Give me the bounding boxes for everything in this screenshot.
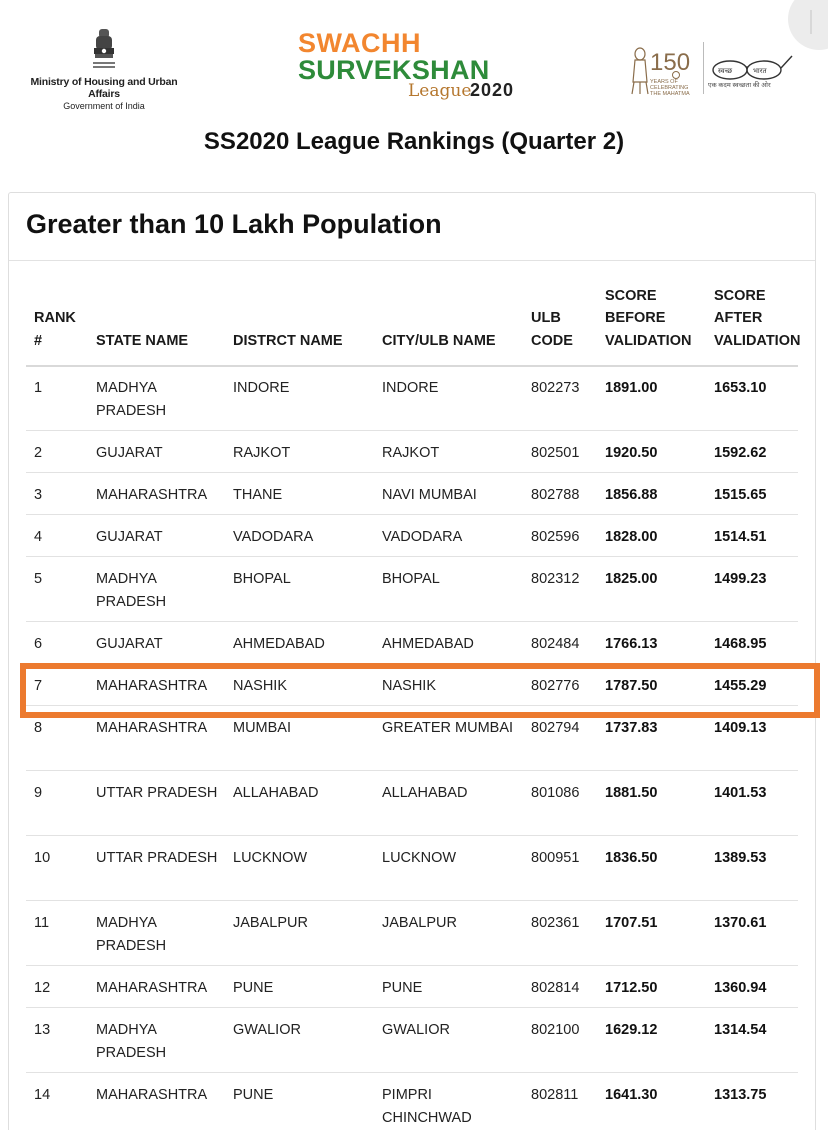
svg-text:150: 150 [650, 49, 691, 76]
cell-state: MADHYA PRADESH [96, 915, 167, 954]
table-row [26, 1073, 798, 1130]
svg-text:THE MAHATMA: THE MAHATMA [650, 91, 690, 97]
cell-city: RAJKOT [382, 445, 440, 461]
cell-rank: 5 [34, 571, 43, 587]
cell-before: 1891.00 [605, 380, 658, 396]
cell-state: MAHARASHTRA [96, 980, 208, 996]
header-ulb-code: ULB CODE [531, 310, 573, 349]
table-row [26, 473, 798, 515]
gandhi-150-logo [630, 42, 710, 98]
svg-text:CELEBRATING: CELEBRATING [650, 85, 689, 91]
cell-rank: 13 [34, 1022, 51, 1038]
card-title: Greater than 10 Lakh Population [26, 209, 442, 239]
table-row [26, 771, 798, 836]
cell-district: NASHIK [233, 678, 287, 694]
cell-district: MUMBAI [233, 720, 291, 736]
cell-district: ALLAHABAD [233, 785, 319, 801]
cell-ulb: 802788 [531, 487, 580, 503]
cell-rank: 11 [34, 915, 50, 931]
svg-text:स्वच्छ: स्वच्छ [718, 67, 733, 75]
cell-rank: 1 [34, 380, 43, 396]
cell-rank: 12 [34, 980, 51, 996]
cell-state: UTTAR PRADESH [96, 850, 218, 866]
cell-state: UTTAR PRADESH [96, 785, 218, 801]
cell-rank: 3 [34, 487, 43, 503]
cell-city: NAVI MUMBAI [382, 487, 477, 503]
cell-ulb: 800951 [531, 850, 580, 866]
cell-before: 1825.00 [605, 571, 658, 587]
ministry-name: Ministry of Housing and Urban Affairs [30, 76, 178, 100]
table-row [26, 557, 798, 622]
cell-district: BHOPAL [233, 571, 291, 587]
table-row [26, 901, 798, 966]
svg-text:भारत: भारत [753, 67, 767, 75]
cell-city: GREATER MUMBAI [382, 720, 514, 736]
cell-state: GUJARAT [96, 445, 163, 461]
cell-before: 1707.51 [605, 915, 658, 931]
cell-city: BHOPAL [382, 571, 440, 587]
table-row [26, 431, 798, 473]
cell-city: LUCKNOW [382, 850, 457, 866]
cell-city: ALLAHABAD [382, 785, 468, 801]
cell-district: INDORE [233, 380, 290, 396]
cell-district: VADODARA [233, 529, 314, 545]
cell-district: AHMEDABAD [233, 636, 325, 652]
table-body [26, 366, 798, 1130]
cell-after: 1360.94 [714, 980, 767, 996]
cell-after: 1653.10 [714, 380, 767, 396]
cell-city: VADODARA [382, 529, 463, 545]
cell-before: 1712.50 [605, 980, 658, 996]
cell-state: GUJARAT [96, 529, 163, 545]
table-row [26, 622, 798, 664]
cell-state: MAHARASHTRA [96, 678, 208, 694]
svg-text:YEARS OF: YEARS OF [650, 79, 678, 85]
cell-city: JABALPUR [382, 915, 457, 931]
cell-before: 1766.13 [605, 636, 658, 652]
cell-state: MAHARASHTRA [96, 487, 208, 503]
cell-rank: 6 [34, 636, 43, 652]
cell-ulb: 802361 [531, 915, 580, 931]
cell-before: 1641.30 [605, 1087, 658, 1103]
cell-ulb: 802776 [531, 678, 580, 694]
cell-district: LUCKNOW [233, 850, 308, 866]
cell-rank: 9 [34, 785, 43, 801]
cell-before: 1787.50 [605, 678, 658, 694]
cell-after: 1515.65 [714, 487, 767, 503]
cell-ulb: 802794 [531, 720, 580, 736]
cell-ulb: 802501 [531, 445, 580, 461]
cell-ulb: 802596 [531, 529, 580, 545]
table-row [26, 966, 798, 1008]
cell-city: INDORE [382, 380, 439, 396]
logo-league: League [408, 81, 472, 101]
cell-ulb: 801086 [531, 785, 580, 801]
cell-before: 1920.50 [605, 445, 658, 461]
cell-city: PIMPRI CHINCHWAD [382, 1087, 472, 1126]
cell-state: MADHYA PRADESH [96, 380, 167, 419]
cell-city: PUNE [382, 980, 423, 996]
cell-before: 1629.12 [605, 1022, 658, 1038]
cell-rank: 2 [34, 445, 43, 461]
cell-after: 1455.29 [714, 678, 767, 694]
logo-divider [703, 42, 704, 94]
cell-state: MADHYA PRADESH [96, 571, 167, 610]
table-header [26, 288, 798, 366]
header-score-after: SCORE AFTER VALIDATION [714, 287, 800, 349]
ministry-logo [14, 26, 194, 111]
cell-rank: 8 [34, 720, 43, 736]
header-city: CITY/ULB NAME [382, 332, 496, 349]
header-score-before: SCORE BEFORE VALIDATION [605, 287, 692, 349]
cell-ulb: 802273 [531, 380, 580, 396]
table-row [26, 515, 798, 557]
government-name: Government of India [63, 101, 145, 111]
cell-state: MADHYA PRADESH [96, 1022, 167, 1061]
cell-district: GWALIOR [233, 1022, 301, 1038]
cell-district: PUNE [233, 980, 274, 996]
cell-ulb: 802814 [531, 980, 580, 996]
cell-city: GWALIOR [382, 1022, 450, 1038]
cell-ulb: 802100 [531, 1022, 580, 1038]
cell-before: 1881.50 [605, 785, 658, 801]
cell-ulb: 802811 [531, 1087, 579, 1103]
cell-after: 1514.51 [714, 529, 767, 545]
cell-rank: 14 [34, 1087, 51, 1103]
cell-rank: 10 [34, 850, 51, 866]
cell-ulb: 802312 [531, 571, 580, 587]
cell-after: 1313.75 [714, 1087, 767, 1103]
cell-before: 1836.50 [605, 850, 658, 866]
cell-district: RAJKOT [233, 445, 291, 461]
cell-state: GUJARAT [96, 636, 163, 652]
cell-after: 1468.95 [714, 636, 767, 652]
cell-after: 1499.23 [714, 571, 767, 587]
national-emblem-icon [90, 26, 118, 72]
cell-after: 1401.53 [714, 785, 767, 801]
table-row [26, 836, 798, 901]
cell-district: PUNE [233, 1087, 274, 1103]
cell-before: 1828.00 [605, 529, 658, 545]
cell-district: THANE [233, 487, 283, 503]
header-district: DISTRCT NAME [233, 332, 343, 349]
logo-year: 2020 [470, 80, 515, 100]
swachh-tagline: एक कदम स्वच्छता की ओर [708, 82, 771, 89]
cell-state: MAHARASHTRA [96, 720, 208, 736]
cell-city: AHMEDABAD [382, 636, 474, 652]
cell-rank: 4 [34, 529, 43, 545]
table-row [26, 366, 798, 431]
cell-ulb: 802484 [531, 636, 580, 652]
cell-after: 1389.53 [714, 850, 767, 866]
page-title: SS2020 League Rankings (Quarter 2) [203, 128, 625, 155]
cell-after: 1314.54 [714, 1022, 767, 1038]
logo-word-survekshan: SURVEKSHAN [298, 55, 490, 85]
highlight-box-rank-7 [20, 663, 820, 718]
cell-before: 1856.88 [605, 487, 658, 503]
table-row [26, 1008, 798, 1073]
swachh-survekshan-logo [298, 28, 528, 101]
cell-state: MAHARASHTRA [96, 1087, 208, 1103]
cell-after: 1409.13 [714, 720, 767, 736]
card-divider [9, 260, 815, 261]
cell-rank: 7 [34, 678, 43, 694]
cell-district: JABALPUR [233, 915, 308, 931]
header-state: STATE NAME [96, 332, 189, 349]
cell-city: NASHIK [382, 678, 436, 694]
cell-after: 1592.62 [714, 445, 767, 461]
cell-after: 1370.61 [714, 915, 767, 931]
header-rank: RANK # [34, 310, 76, 349]
cell-before: 1737.83 [605, 720, 658, 736]
logo-word-swachh: SWACHH [298, 28, 421, 58]
page-header [0, 0, 828, 115]
